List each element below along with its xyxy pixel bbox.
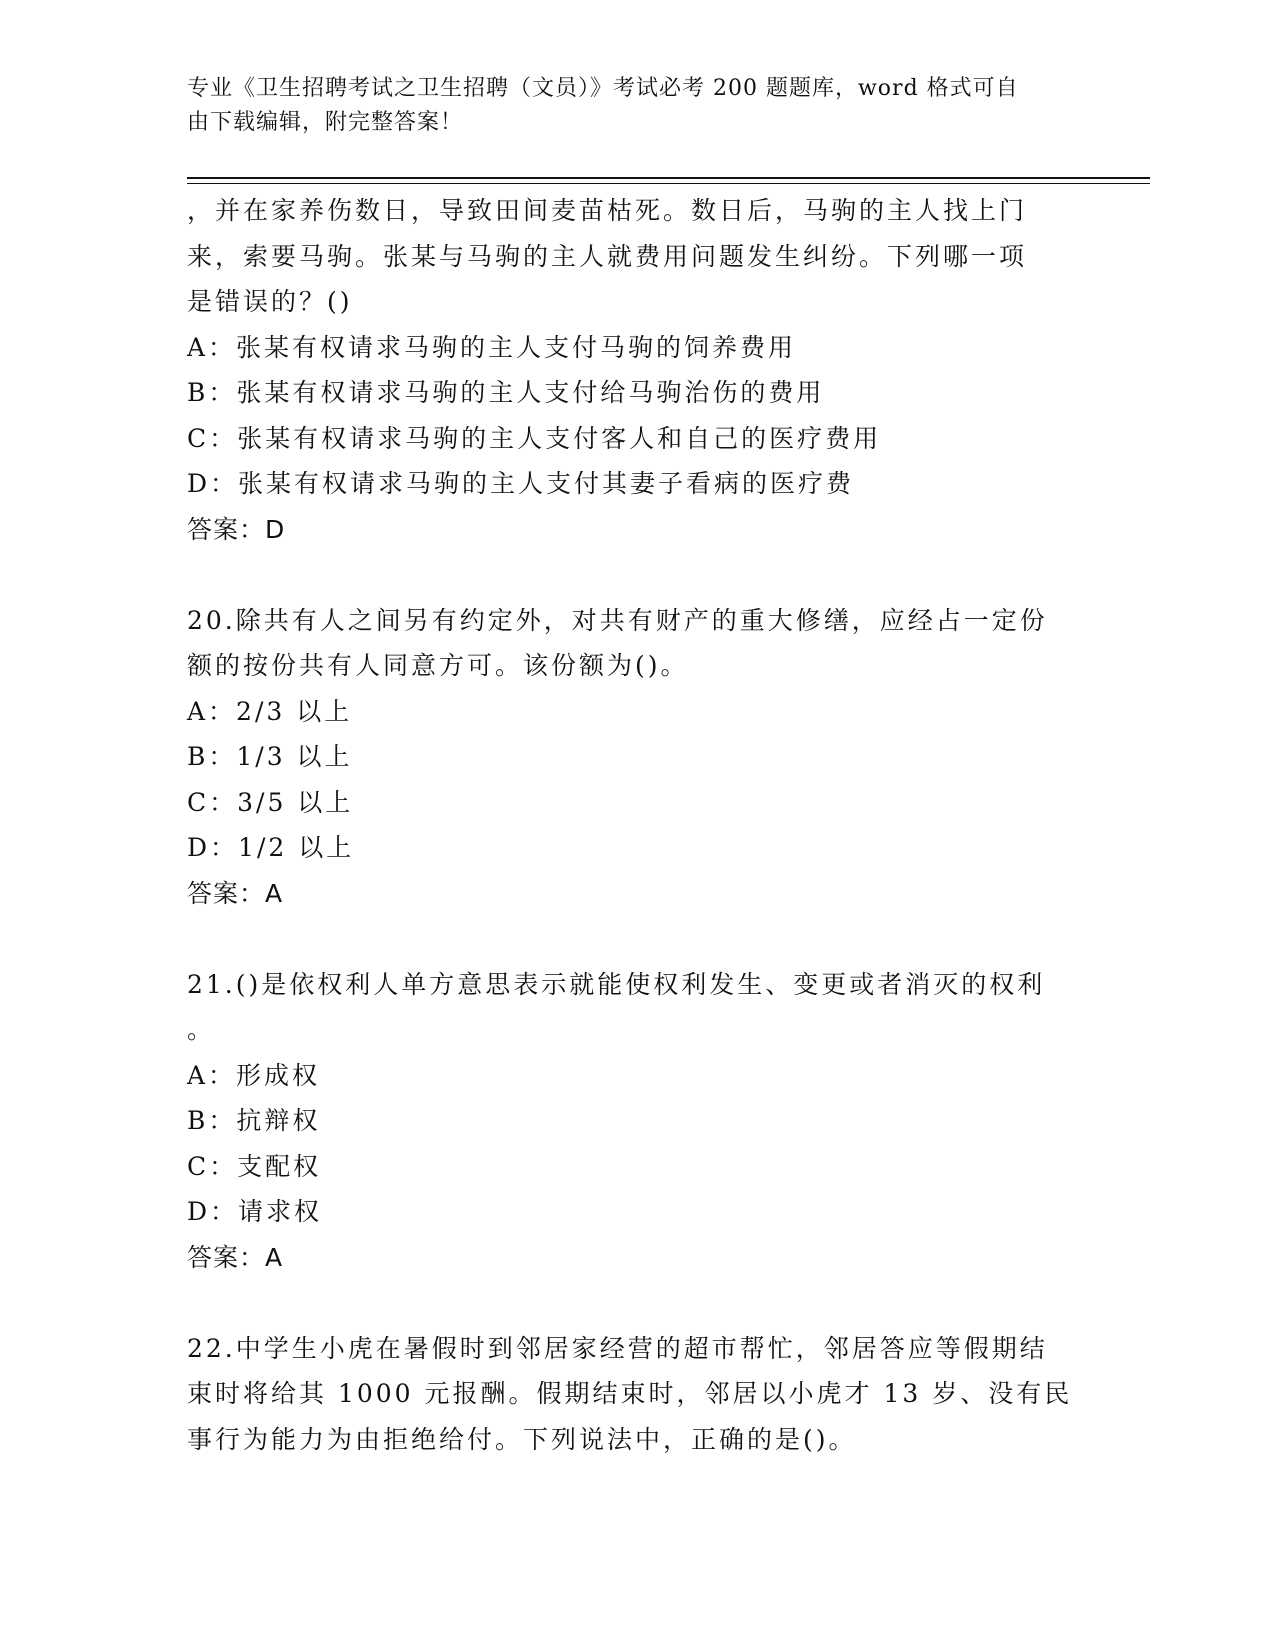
question-stem-line: 21.()是依权利人单方意思表示就能使权利发生、变更或者消灭的权利	[187, 969, 1046, 999]
header-line-2: 由下载编辑，附完整答案！	[187, 110, 464, 135]
header-divider-thick	[187, 177, 1150, 179]
answer-label: 答案：D	[187, 514, 286, 544]
option-b: B：抗辩权	[187, 1106, 321, 1135]
question-21	[187, 962, 1087, 1281]
option-a: A：张某有权请求马驹的主人支付马驹的饲养费用	[187, 332, 797, 362]
question-list	[187, 188, 1087, 1462]
question-stem-line: 束时将给其 1000 元报酬。假期结束时，邻居以小虎才 13 岁、没有民	[187, 1379, 1073, 1408]
spacer	[187, 1280, 1087, 1326]
option-d: D：1/2 以上	[187, 833, 355, 862]
question-stem-line: 是错误的？()	[187, 287, 353, 316]
option-d: D：请求权	[187, 1197, 323, 1226]
question-stem-line: 22.中学生小虎在暑假时到邻居家经营的超市帮忙，邻居答应等假期结	[187, 1333, 1048, 1363]
question-stem-line: 额的按份共有人同意方可。该份额为()。	[187, 651, 689, 680]
spacer	[187, 552, 1087, 598]
question-stem-line: 来，索要马驹。张某与马驹的主人就费用问题发生纠纷。下列哪一项	[187, 241, 1028, 271]
question-stem-line: 事行为能力为由拒绝给付。下列说法中，正确的是()。	[187, 1424, 857, 1454]
document-header	[187, 72, 1067, 140]
answer-label: 答案：A	[187, 1242, 284, 1272]
question-stem-line: 20.除共有人之间另有约定外，对共有财产的重大修缮，应经占一定份	[187, 605, 1048, 635]
option-b: B：1/3 以上	[187, 742, 353, 771]
answer-label: 答案：A	[187, 878, 284, 908]
option-c: C：支配权	[187, 1151, 322, 1181]
option-c: C：张某有权请求马驹的主人支付客人和自己的医疗费用	[187, 423, 882, 453]
header-divider-thin	[187, 183, 1150, 184]
option-a: A：形成权	[187, 1060, 321, 1090]
question-20	[187, 598, 1087, 917]
question-22	[187, 1326, 1087, 1463]
option-c: C：3/5 以上	[187, 787, 354, 817]
question-19	[187, 188, 1087, 552]
question-stem-line: ，并在家养伤数日，导致田间麦苗枯死。数日后，马驹的主人找上门	[187, 196, 1028, 225]
option-a: A：2/3 以上	[187, 696, 353, 726]
spacer	[187, 916, 1087, 962]
option-d: D：张某有权请求马驹的主人支付其妻子看病的医疗费	[187, 469, 855, 498]
question-stem-line: 。	[187, 1015, 216, 1044]
header-line-1: 专业《卫生招聘考试之卫生招聘（文员）》考试必考 200 题题库，word 格式可自	[187, 76, 1019, 101]
option-b: B：张某有权请求马驹的主人支付给马驹治伤的费用	[187, 378, 825, 407]
